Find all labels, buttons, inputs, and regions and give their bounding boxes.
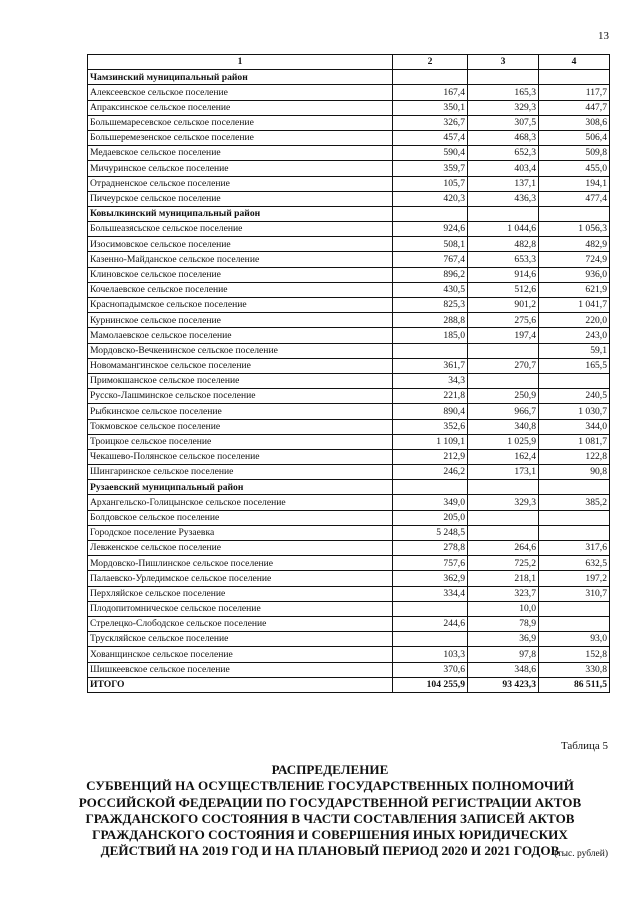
value-cell-col4: 1 041,7 (539, 298, 610, 313)
value-cell-col3: 436,3 (468, 191, 539, 206)
value-cell-col4: 220,0 (539, 313, 610, 328)
value-cell-col2: 767,4 (393, 252, 468, 267)
row-name: Мордовско-Вечкенинское сельское поселение (88, 343, 393, 358)
value-cell-col2: 361,7 (393, 358, 468, 373)
value-cell-col3: 1 044,6 (468, 222, 539, 237)
row-name: Курнинское сельское поселение (88, 313, 393, 328)
heading-line: РОССИЙСКОЙ ФЕДЕРАЦИИ ПО ГОСУДАРСТВЕННОЙ РЕГИСТРАЦИИ АКТОВ (78, 794, 582, 810)
value-cell-col3: 275,6 (468, 313, 539, 328)
value-cell-col2: 246,2 (393, 465, 468, 480)
value-cell-col3: 652,3 (468, 146, 539, 161)
value-cell-col3: 329,3 (468, 495, 539, 510)
value-cell-col2: 430,5 (393, 282, 468, 297)
value-cell-col4: 506,4 (539, 130, 610, 145)
table-row (88, 267, 610, 282)
value-cell-col2 (393, 601, 468, 616)
district-row (88, 70, 610, 85)
value-cell-col3: 307,5 (468, 115, 539, 130)
table-row (88, 571, 610, 586)
value-cell-col4 (539, 480, 610, 495)
value-cell-col3: 340,8 (468, 419, 539, 434)
table-row (88, 252, 610, 267)
table-row (88, 130, 610, 145)
value-cell-col2: 350,1 (393, 100, 468, 115)
table-row (88, 282, 610, 297)
heading-line: ДЕЙСТВИЙ НА 2019 ГОД И НА ПЛАНОВЫЙ ПЕРИОД 2020 И 2021 ГОДОВ (100, 843, 560, 859)
value-cell-col2: 221,8 (393, 389, 468, 404)
column-header: 3 (468, 55, 539, 70)
table-row (88, 222, 610, 237)
table-row (88, 556, 610, 571)
table-row (88, 85, 610, 100)
row-name: Мамолаевское сельское поселение (88, 328, 393, 343)
table-row (88, 662, 610, 677)
value-cell-col2: 508,1 (393, 237, 468, 252)
district-row (88, 206, 610, 221)
table-row (88, 541, 610, 556)
table-row (88, 358, 610, 373)
value-cell-col3 (468, 525, 539, 540)
value-cell-col2: 924,6 (393, 222, 468, 237)
value-cell-col2: 167,4 (393, 85, 468, 100)
value-cell-col3: 468,3 (468, 130, 539, 145)
row-name: Левженское сельское поселение (88, 541, 393, 556)
value-cell-col2: 104 255,9 (393, 677, 468, 692)
value-cell-col4: 1 081,7 (539, 434, 610, 449)
row-name: Рыбкинское сельское поселение (88, 404, 393, 419)
value-cell-col2 (393, 70, 468, 85)
value-cell-col3 (468, 343, 539, 358)
row-name: Казенно-Майданское сельское поселение (88, 252, 393, 267)
row-name: Новомамангинское сельское поселение (88, 358, 393, 373)
table-row (88, 632, 610, 647)
table-row (88, 115, 610, 130)
row-name: Перхляйское сельское поселение (88, 586, 393, 601)
value-cell-col3: 137,1 (468, 176, 539, 191)
value-cell-col4 (539, 616, 610, 631)
value-cell-col3: 1 025,9 (468, 434, 539, 449)
page-number: 13 (598, 30, 609, 42)
heading-line: ГРАЖДАНСКОГО СОСТОЯНИЯ И СОВЕРШЕНИЯ ИНЫХ ЮРИДИЧЕСКИХ (92, 827, 568, 843)
value-cell-col3: 264,6 (468, 541, 539, 556)
value-cell-col3: 323,7 (468, 586, 539, 601)
value-cell-col4: 477,4 (539, 191, 610, 206)
value-cell-col2: 590,4 (393, 146, 468, 161)
row-name: Краснопадымское сельское поселение (88, 298, 393, 313)
row-name: Большеазясьское сельское поселение (88, 222, 393, 237)
table-row (88, 313, 610, 328)
value-cell-col2: 757,6 (393, 556, 468, 571)
value-cell-col3 (468, 70, 539, 85)
value-cell-col2: 103,3 (393, 647, 468, 662)
value-cell-col2 (393, 632, 468, 647)
value-cell-col4: 90,8 (539, 465, 610, 480)
row-name: Изосимовское сельское поселение (88, 237, 393, 252)
row-name: Архангельско-Голицынское сельское поселение (88, 495, 393, 510)
value-cell-col3: 512,6 (468, 282, 539, 297)
table-row (88, 176, 610, 191)
row-name: Стрелецко-Слободское сельское поселение (88, 616, 393, 631)
row-name: Ковылкинский муниципальный район (88, 206, 393, 221)
value-cell-col3: 725,2 (468, 556, 539, 571)
table-row (88, 419, 610, 434)
value-cell-col4: 86 511,5 (539, 677, 610, 692)
row-name: Русско-Лашминское сельское поселение (88, 389, 393, 404)
document-heading (60, 762, 600, 860)
value-cell-col4: 724,9 (539, 252, 610, 267)
units-note: (тыс. рублей) (554, 849, 608, 859)
value-cell-col4: 165,5 (539, 358, 610, 373)
value-cell-col3: 162,4 (468, 449, 539, 464)
heading-line: РАСПРЕДЕЛЕНИЕ (271, 762, 389, 777)
value-cell-col2: 205,0 (393, 510, 468, 525)
value-cell-col2: 326,7 (393, 115, 468, 130)
row-name: Шингаринское сельское поселение (88, 465, 393, 480)
value-cell-col2: 244,6 (393, 616, 468, 631)
value-cell-col2: 278,8 (393, 541, 468, 556)
value-cell-col3: 482,8 (468, 237, 539, 252)
row-name: Большеремезенское сельское поселение (88, 130, 393, 145)
total-row (88, 677, 610, 692)
row-name: Рузаевский муниципальный район (88, 480, 393, 495)
row-name: Медаевское сельское поселение (88, 146, 393, 161)
value-cell-col3 (468, 480, 539, 495)
value-cell-col3: 250,9 (468, 389, 539, 404)
table-row (88, 465, 610, 480)
table-row (88, 404, 610, 419)
value-cell-col2: 334,4 (393, 586, 468, 601)
row-name: Токмовское сельское поселение (88, 419, 393, 434)
row-name: Плодопитомническое сельское поселение (88, 601, 393, 616)
value-cell-col2: 105,7 (393, 176, 468, 191)
value-cell-col2: 1 109,1 (393, 434, 468, 449)
value-cell-col2: 457,4 (393, 130, 468, 145)
table-label: Таблица 5 (560, 740, 608, 752)
value-cell-col2 (393, 480, 468, 495)
table-row (88, 586, 610, 601)
table-row (88, 495, 610, 510)
table-row (88, 525, 610, 540)
value-cell-col3: 348,6 (468, 662, 539, 677)
value-cell-col2: 185,0 (393, 328, 468, 343)
value-cell-col4 (539, 70, 610, 85)
value-cell-col4: 447,7 (539, 100, 610, 115)
value-cell-col3 (468, 373, 539, 388)
value-cell-col4: 632,5 (539, 556, 610, 571)
value-cell-col2: 370,6 (393, 662, 468, 677)
value-cell-col4: 621,9 (539, 282, 610, 297)
value-cell-col4: 310,7 (539, 586, 610, 601)
value-cell-col2 (393, 343, 468, 358)
value-cell-col4: 194,1 (539, 176, 610, 191)
value-cell-col4 (539, 206, 610, 221)
value-cell-col2: 349,0 (393, 495, 468, 510)
value-cell-col3: 93 423,3 (468, 677, 539, 692)
value-cell-col4: 330,8 (539, 662, 610, 677)
table-row (88, 616, 610, 631)
row-name: Апраксинское сельское поселение (88, 100, 393, 115)
value-cell-col4: 122,8 (539, 449, 610, 464)
value-cell-col4 (539, 601, 610, 616)
value-cell-col4: 455,0 (539, 161, 610, 176)
value-cell-col4 (539, 510, 610, 525)
row-name: Городское поселение Рузаевка (88, 525, 393, 540)
value-cell-col4: 509,8 (539, 146, 610, 161)
value-cell-col3: 270,7 (468, 358, 539, 373)
value-cell-col4: 385,2 (539, 495, 610, 510)
heading-line: СУБВЕНЦИЙ НА ОСУЩЕСТВЛЕНИЕ ГОСУДАРСТВЕННЫХ ПОЛНОМОЧИЙ (86, 778, 574, 794)
row-name: Чекашево-Полянское сельское поселение (88, 449, 393, 464)
table-row (88, 191, 610, 206)
value-cell-col4: 1 030,7 (539, 404, 610, 419)
table-row (88, 100, 610, 115)
value-cell-col2: 420,3 (393, 191, 468, 206)
value-cell-col4: 482,9 (539, 237, 610, 252)
district-row (88, 480, 610, 495)
value-cell-col4: 152,8 (539, 647, 610, 662)
value-cell-col4: 197,2 (539, 571, 610, 586)
value-cell-col4: 117,7 (539, 85, 610, 100)
row-name: Мордовско-Пишлинское сельское поселение (88, 556, 393, 571)
value-cell-col3 (468, 206, 539, 221)
row-name: ИТОГО (88, 677, 393, 692)
table-row (88, 343, 610, 358)
heading-line: ГРАЖДАНСКОГО СОСТОЯНИЯ В ЧАСТИ СОСТАВЛЕНИЯ ЗАПИСЕЙ АКТОВ (85, 810, 575, 826)
value-cell-col3: 329,3 (468, 100, 539, 115)
table-row (88, 328, 610, 343)
value-cell-col2: 890,4 (393, 404, 468, 419)
column-header: 1 (88, 55, 393, 70)
table-body (88, 70, 610, 693)
row-name: Чамзинский муниципальный район (88, 70, 393, 85)
value-cell-col4: 936,0 (539, 267, 610, 282)
table-row (88, 298, 610, 313)
value-cell-col4: 59,1 (539, 343, 610, 358)
row-name: Хованщинское сельское поселение (88, 647, 393, 662)
value-cell-col3: 966,7 (468, 404, 539, 419)
row-name: Мичуринское сельское поселение (88, 161, 393, 176)
value-cell-col3: 173,1 (468, 465, 539, 480)
value-cell-col3 (468, 510, 539, 525)
value-cell-col4 (539, 525, 610, 540)
row-name: Палаевско-Урледимское сельское поселение (88, 571, 393, 586)
value-cell-col2: 825,3 (393, 298, 468, 313)
value-cell-col4: 317,6 (539, 541, 610, 556)
row-name: Болдовское сельское поселение (88, 510, 393, 525)
value-cell-col2 (393, 206, 468, 221)
value-cell-col4 (539, 373, 610, 388)
value-cell-col4: 243,0 (539, 328, 610, 343)
subsidy-table (87, 54, 610, 693)
value-cell-col3: 901,2 (468, 298, 539, 313)
table-header-row (88, 55, 610, 70)
row-name: Шишкеевское сельское поселение (88, 662, 393, 677)
column-header: 2 (393, 55, 468, 70)
row-name: Троицкое сельское поселение (88, 434, 393, 449)
value-cell-col3: 10,0 (468, 601, 539, 616)
value-cell-col3: 97,8 (468, 647, 539, 662)
value-cell-col3: 165,3 (468, 85, 539, 100)
table-row (88, 161, 610, 176)
row-name: Пичеурское сельское поселение (88, 191, 393, 206)
value-cell-col3: 78,9 (468, 616, 539, 631)
value-cell-col3: 218,1 (468, 571, 539, 586)
value-cell-col3: 653,3 (468, 252, 539, 267)
value-cell-col2: 5 248,5 (393, 525, 468, 540)
value-cell-col4: 344,0 (539, 419, 610, 434)
value-cell-col4: 308,6 (539, 115, 610, 130)
table-row (88, 373, 610, 388)
value-cell-col3: 403,4 (468, 161, 539, 176)
value-cell-col4: 240,5 (539, 389, 610, 404)
row-name: Трускляйское сельское поселение (88, 632, 393, 647)
value-cell-col4: 93,0 (539, 632, 610, 647)
row-name: Алексеевское сельское поселение (88, 85, 393, 100)
table-row (88, 647, 610, 662)
value-cell-col3: 197,4 (468, 328, 539, 343)
value-cell-col2: 34,3 (393, 373, 468, 388)
table-row (88, 449, 610, 464)
table-row (88, 389, 610, 404)
value-cell-col4: 1 056,3 (539, 222, 610, 237)
row-name: Кочелаевское сельское поселение (88, 282, 393, 297)
row-name: Большемаресевское сельское поселение (88, 115, 393, 130)
row-name: Клиновское сельское поселение (88, 267, 393, 282)
value-cell-col2: 896,2 (393, 267, 468, 282)
row-name: Примокшанское сельское поселение (88, 373, 393, 388)
value-cell-col2: 212,9 (393, 449, 468, 464)
table-row (88, 237, 610, 252)
value-cell-col2: 359,7 (393, 161, 468, 176)
row-name: Отрадненское сельское поселение (88, 176, 393, 191)
table-row (88, 510, 610, 525)
table-row (88, 601, 610, 616)
value-cell-col3: 914,6 (468, 267, 539, 282)
value-cell-col2: 288,8 (393, 313, 468, 328)
column-header: 4 (539, 55, 610, 70)
value-cell-col3: 36,9 (468, 632, 539, 647)
table-row (88, 434, 610, 449)
value-cell-col2: 362,9 (393, 571, 468, 586)
value-cell-col2: 352,6 (393, 419, 468, 434)
table-row (88, 146, 610, 161)
